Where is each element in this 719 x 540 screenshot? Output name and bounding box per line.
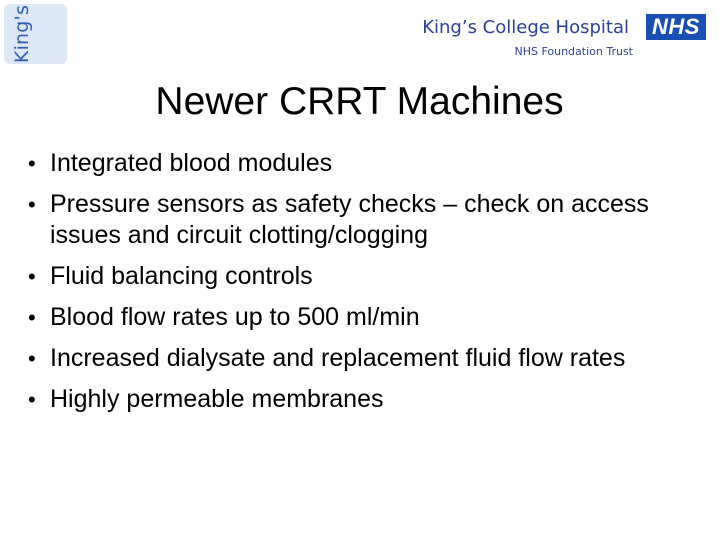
bullet-dot: •	[28, 387, 36, 412]
bullet-text: Fluid balancing controls	[50, 262, 313, 290]
bullet-list	[28, 148, 708, 425]
kings-logo	[4, 4, 67, 64]
bullet-item	[28, 343, 708, 374]
nhs-logo: NHS	[646, 14, 706, 40]
bullet-item	[28, 148, 708, 179]
bullet-dot: •	[28, 305, 36, 330]
bullet-text: Increased dialysate and replacement fluid flow rates	[50, 344, 626, 372]
bullet-text: Blood flow rates up to 500 ml/min	[50, 303, 420, 331]
bullet-item	[28, 261, 708, 292]
bullet-text: Highly permeable membranes	[50, 385, 384, 413]
bullet-dot: •	[28, 151, 36, 176]
bullet-text: Pressure sensors as safety checks – check on access issues and circuit clotting/clogging	[50, 190, 649, 249]
bullet-dot: •	[28, 192, 36, 217]
hospital-name: King’s College Hospital	[422, 17, 629, 38]
bullet-item	[28, 189, 708, 251]
kings-logo-text: King's	[11, 4, 33, 64]
bullet-item	[28, 302, 708, 333]
bullet-text: Integrated blood modules	[50, 149, 333, 177]
trust-name: NHS Foundation Trust	[514, 45, 633, 58]
bullet-dot: •	[28, 346, 36, 371]
bullet-item	[28, 384, 708, 415]
slide-title: Newer CRRT Machines	[155, 80, 564, 123]
bullet-dot: •	[28, 264, 36, 289]
